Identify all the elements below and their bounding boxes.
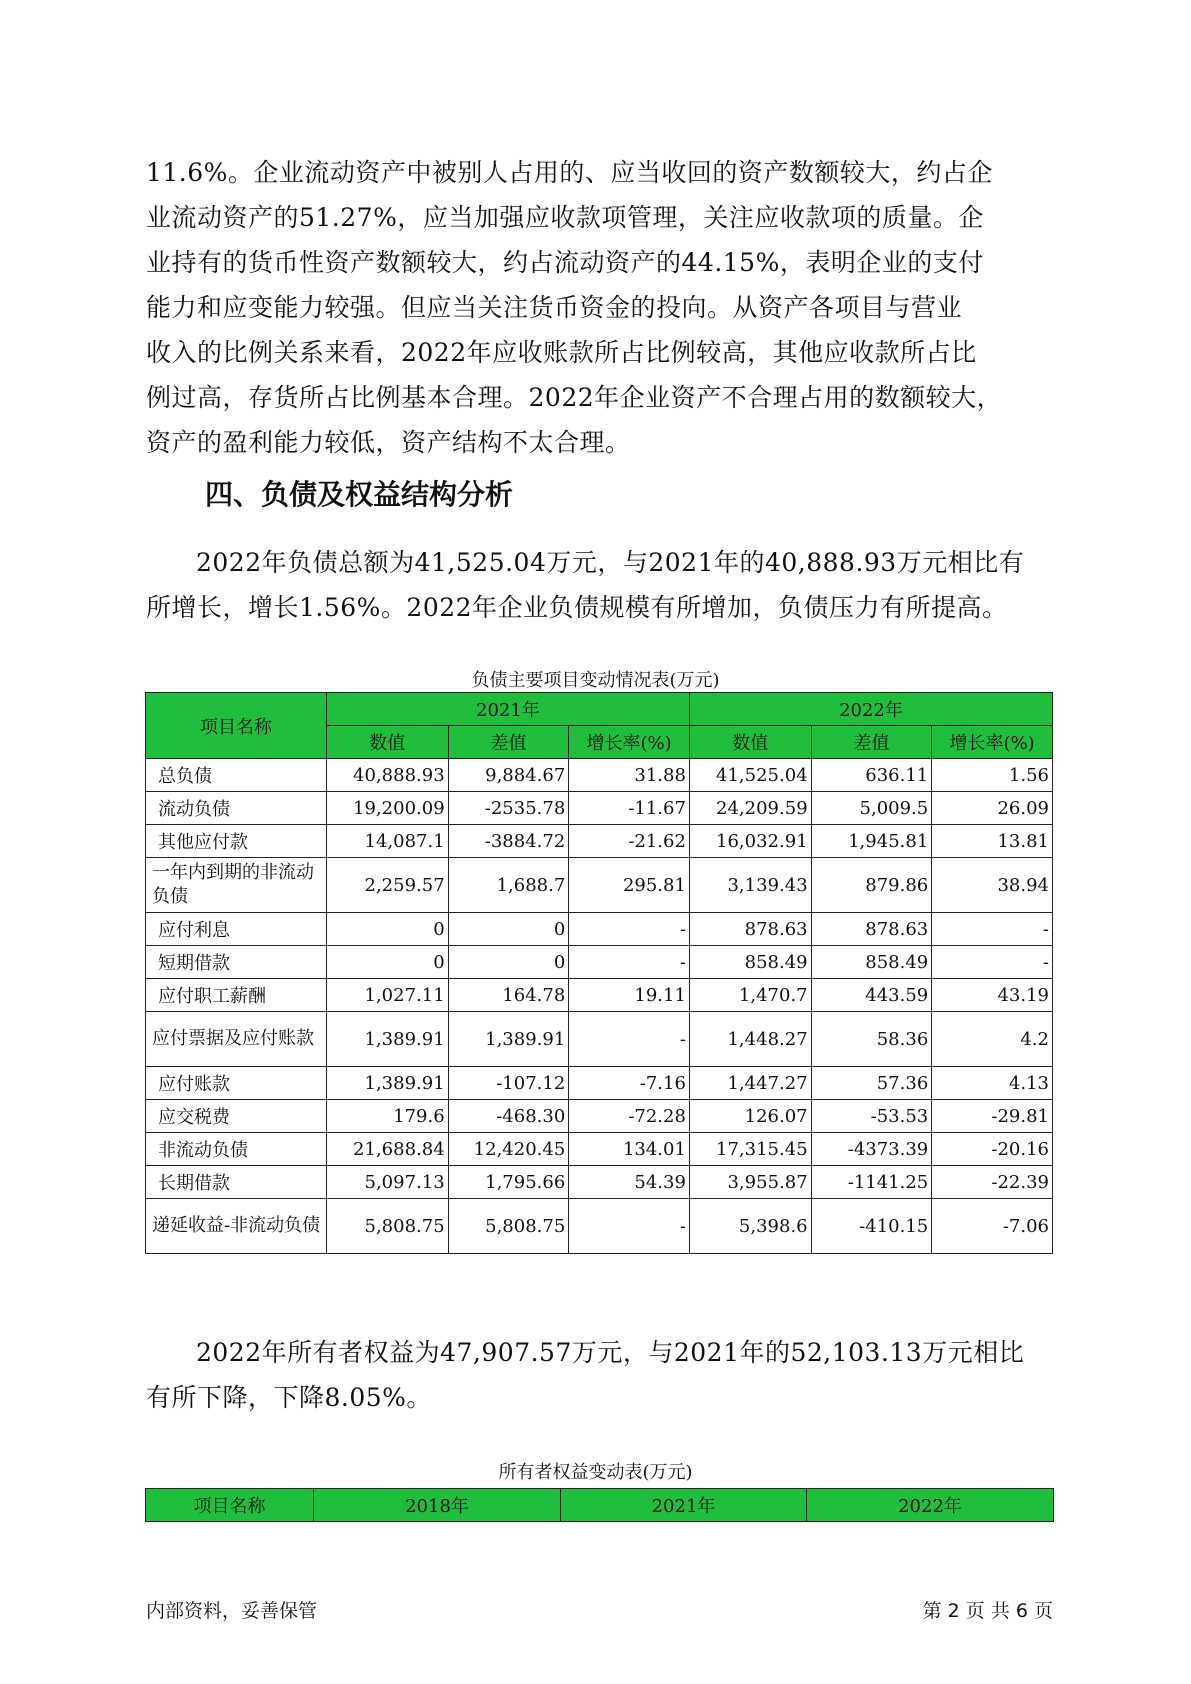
footer-confidential-note: 内部资料，妥善保管 <box>146 1600 318 1622</box>
table-cell: 26.09 <box>932 792 1053 825</box>
table-cell: 3,139.43 <box>689 858 811 913</box>
table-cell: 0 <box>448 913 569 946</box>
table-cell: 14,087.1 <box>326 825 448 858</box>
row-label: 流动负债 <box>146 792 327 825</box>
text-line: 业持有的货币性资产数额较大，约占流动资产的44.15%，表明企业的支付 <box>146 248 984 277</box>
table-cell: 57.36 <box>811 1067 932 1100</box>
paragraph-liability-summary <box>146 540 1046 630</box>
table-row <box>146 759 1053 792</box>
table-cell: 16,032.91 <box>689 825 811 858</box>
table-cell: 878.63 <box>689 913 811 946</box>
table-cell: - <box>569 913 690 946</box>
equity-table <box>145 1488 1054 1522</box>
table-cell: 41,525.04 <box>689 759 811 792</box>
table-cell: 1,688.7 <box>448 858 569 913</box>
text-line: 2022年所有者权益为47,907.57万元，与2021年的52,103.13万元相比 <box>196 1338 1025 1367</box>
table-row <box>146 979 1053 1012</box>
table-cell: -468.30 <box>448 1100 569 1133</box>
table-cell: 1,389.91 <box>326 1012 448 1067</box>
row-label: 应付利息 <box>146 913 327 946</box>
table-row <box>146 1166 1053 1199</box>
table-cell: 295.81 <box>569 858 690 913</box>
table-cell: 19.11 <box>569 979 690 1012</box>
table-row <box>146 913 1053 946</box>
table-cell: 636.11 <box>811 759 932 792</box>
table-cell: 126.07 <box>689 1100 811 1133</box>
table-cell: 4.13 <box>932 1067 1053 1100</box>
table-cell: 5,808.75 <box>448 1199 569 1254</box>
table-cell: - <box>569 1012 690 1067</box>
table-cell: -4373.39 <box>811 1133 932 1166</box>
table-cell: -3884.72 <box>448 825 569 858</box>
table-cell: 19,200.09 <box>326 792 448 825</box>
row-label: 一年内到期的非流动负债 <box>146 858 327 913</box>
text-line: 11.6%。企业流动资产中被别人占用的、应当收回的资产数额较大，约占企 <box>146 158 993 187</box>
table-cell: -107.12 <box>448 1067 569 1100</box>
table-caption: 负债主要项目变动情况表(万元) <box>471 670 720 691</box>
table-cell: 879.86 <box>811 858 932 913</box>
table-cell: 40,888.93 <box>326 759 448 792</box>
row-label: 总负债 <box>146 759 327 792</box>
text-line: 收入的比例关系来看，2022年应收账款所占比例较高，其他应收款所占比 <box>146 338 977 367</box>
paragraph-asset-analysis <box>146 150 1046 465</box>
paragraph-equity-summary <box>146 1330 1046 1420</box>
header-item-name: 项目名称 <box>146 1489 314 1522</box>
row-label: 短期借款 <box>146 946 327 979</box>
text-line: 2022年负债总额为41,525.04万元，与2021年的40,888.93万元相比有 <box>196 548 1025 577</box>
table-cell: 12,420.45 <box>448 1133 569 1166</box>
table-cell: -22.39 <box>932 1166 1053 1199</box>
table-row <box>146 1100 1053 1133</box>
row-label: 递延收益-非流动负债 <box>146 1199 327 1254</box>
row-label: 应付职工薪酬 <box>146 979 327 1012</box>
table-cell: -11.67 <box>569 792 690 825</box>
table-cell: 5,097.13 <box>326 1166 448 1199</box>
table-cell: 0 <box>326 913 448 946</box>
table-cell: 5,808.75 <box>326 1199 448 1254</box>
header-value: 数值 <box>689 726 811 759</box>
table-cell: 443.59 <box>811 979 932 1012</box>
table-cell: 4.2 <box>932 1012 1053 1067</box>
table-cell: - <box>569 946 690 979</box>
table-cell: - <box>932 946 1053 979</box>
table-cell: - <box>932 913 1053 946</box>
table-cell: 1,470.7 <box>689 979 811 1012</box>
table-cell: 58.36 <box>811 1012 932 1067</box>
table-cell: 1,945.81 <box>811 825 932 858</box>
table-cell: 1.56 <box>932 759 1053 792</box>
table-cell: 13.81 <box>932 825 1053 858</box>
row-label: 其他应付款 <box>146 825 327 858</box>
table-cell: 43.19 <box>932 979 1053 1012</box>
table-cell: 164.78 <box>448 979 569 1012</box>
row-label: 非流动负债 <box>146 1133 327 1166</box>
table-row <box>146 825 1053 858</box>
table-cell: 1,389.91 <box>448 1012 569 1067</box>
footer-page-number: 第 2 页 共 6 页 <box>922 1600 1053 1622</box>
table-caption: 所有者权益变动表(万元) <box>498 1462 693 1483</box>
row-label: 应付票据及应付账款 <box>146 1012 327 1067</box>
liability-table <box>145 692 1053 1254</box>
text-line: 有所下降，下降8.05%。 <box>146 1383 432 1412</box>
header-year-2021: 2021年 <box>561 1489 807 1522</box>
table-row <box>146 946 1053 979</box>
header-year-2022: 2022年 <box>689 693 1052 726</box>
table-cell: -20.16 <box>932 1133 1053 1166</box>
table-cell: -21.62 <box>569 825 690 858</box>
table-cell: 5,009.5 <box>811 792 932 825</box>
table-row <box>146 1067 1053 1100</box>
table-cell: 0 <box>448 946 569 979</box>
table-cell: 858.49 <box>689 946 811 979</box>
table-cell: 1,027.11 <box>326 979 448 1012</box>
header-growth: 增长率(%) <box>932 726 1053 759</box>
header-year-2021: 2021年 <box>326 693 689 726</box>
table-cell: -7.16 <box>569 1067 690 1100</box>
table-cell: 1,448.27 <box>689 1012 811 1067</box>
table-row <box>146 1133 1053 1166</box>
table-cell: 17,315.45 <box>689 1133 811 1166</box>
table-cell: 1,389.91 <box>326 1067 448 1100</box>
header-diff: 差值 <box>811 726 932 759</box>
table-cell: 858.49 <box>811 946 932 979</box>
table-cell: 21,688.84 <box>326 1133 448 1166</box>
table-cell: -7.06 <box>932 1199 1053 1254</box>
table-cell: 5,398.6 <box>689 1199 811 1254</box>
text-line: 业流动资产的51.27%，应当加强应收款项管理，关注应收款项的质量。企 <box>146 203 984 232</box>
table-cell: - <box>569 1199 690 1254</box>
table-row <box>146 1012 1053 1067</box>
header-growth: 增长率(%) <box>569 726 690 759</box>
table-cell: 9,884.67 <box>448 759 569 792</box>
table-cell: 1,447.27 <box>689 1067 811 1100</box>
table-cell: 2,259.57 <box>326 858 448 913</box>
table-cell: 0 <box>326 946 448 979</box>
row-label: 长期借款 <box>146 1166 327 1199</box>
table-cell: -1141.25 <box>811 1166 932 1199</box>
table-cell: 3,955.87 <box>689 1166 811 1199</box>
table-cell: 31.88 <box>569 759 690 792</box>
text-line: 能力和应变能力较强。但应当关注货币资金的投向。从资产各项目与营业 <box>146 293 963 322</box>
table-cell: 38.94 <box>932 858 1053 913</box>
table-cell: -410.15 <box>811 1199 932 1254</box>
table-row <box>146 858 1053 913</box>
header-diff: 差值 <box>448 726 569 759</box>
header-year-2018: 2018年 <box>314 1489 561 1522</box>
table-cell: 179.6 <box>326 1100 448 1133</box>
table-cell: 1,795.66 <box>448 1166 569 1199</box>
text-line: 所增长，增长1.56%。2022年企业负债规模有所增加，负债压力有所提高。 <box>146 593 1008 622</box>
row-label: 应交税费 <box>146 1100 327 1133</box>
header-value: 数值 <box>326 726 448 759</box>
table-row <box>146 792 1053 825</box>
table-cell: -72.28 <box>569 1100 690 1133</box>
header-year-2022: 2022年 <box>807 1489 1054 1522</box>
table-cell: 24,209.59 <box>689 792 811 825</box>
header-item-name: 项目名称 <box>146 693 327 759</box>
table-cell: 54.39 <box>569 1166 690 1199</box>
table-cell: -29.81 <box>932 1100 1053 1133</box>
table-row <box>146 1199 1053 1254</box>
table-cell: -53.53 <box>811 1100 932 1133</box>
row-label: 应付账款 <box>146 1067 327 1100</box>
table-cell: -2535.78 <box>448 792 569 825</box>
table-cell: 134.01 <box>569 1133 690 1166</box>
table-cell: 878.63 <box>811 913 932 946</box>
text-line: 资产的盈利能力较低，资产结构不太合理。 <box>146 428 631 457</box>
text-line: 例过高，存货所占比例基本合理。2022年企业资产不合理占用的数额较大， <box>146 383 1003 412</box>
section-heading: 四、负债及权益结构分析 <box>205 478 514 511</box>
